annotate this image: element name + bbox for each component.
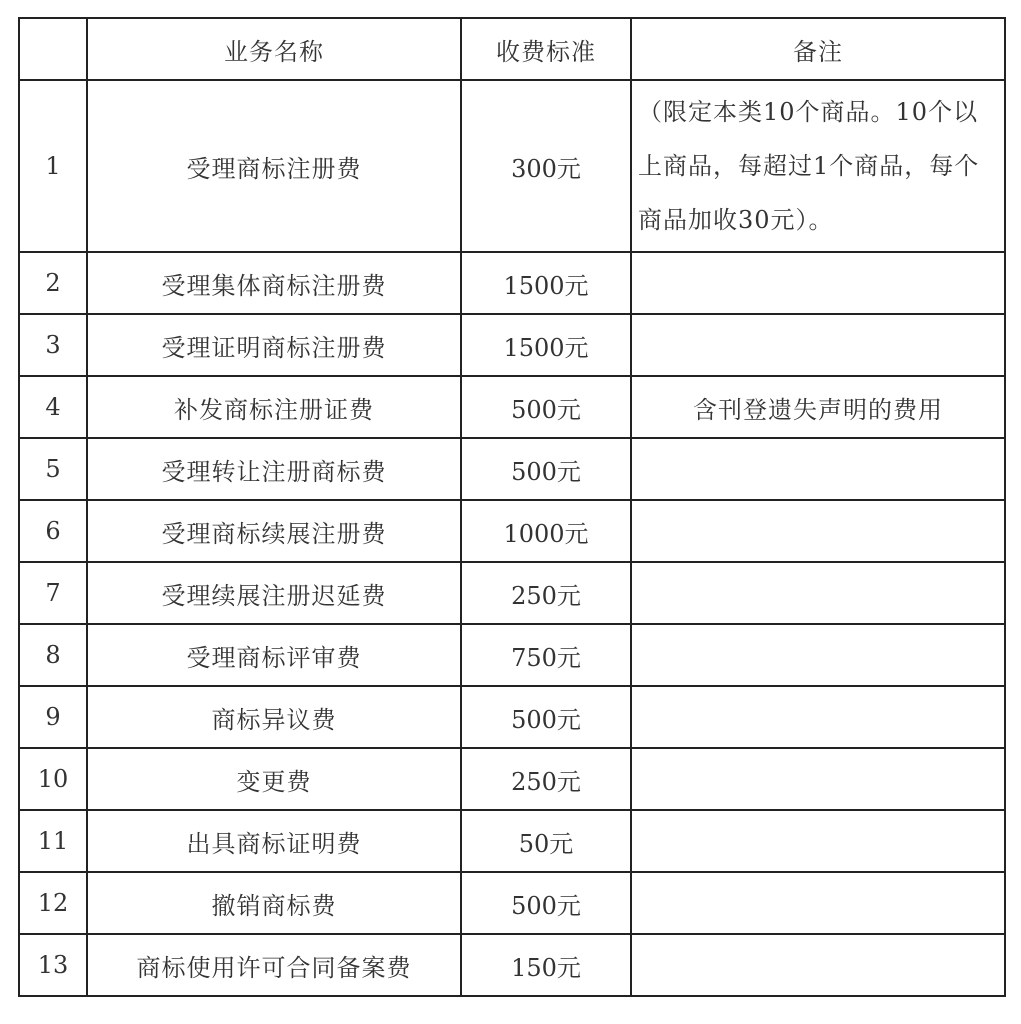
- row-note: [631, 934, 1005, 996]
- table-row: [19, 872, 1005, 934]
- row-note: [631, 252, 1005, 314]
- row-no: 2: [19, 252, 87, 314]
- row-name: 商标使用许可合同备案费: [87, 934, 461, 996]
- row-note: [631, 810, 1005, 872]
- row-fee: 500元: [461, 872, 631, 934]
- table-row: [19, 376, 1005, 438]
- row-name: 变更费: [87, 748, 461, 810]
- table-row: [19, 562, 1005, 624]
- row-fee: 50元: [461, 810, 631, 872]
- row-note: [631, 748, 1005, 810]
- row-fee: 250元: [461, 562, 631, 624]
- row-note: [631, 80, 1005, 252]
- row-fee: 750元: [461, 624, 631, 686]
- header-note: 备注: [631, 18, 1005, 80]
- row-no: 8: [19, 624, 87, 686]
- row-no: 9: [19, 686, 87, 748]
- table-row: [19, 500, 1005, 562]
- row-note: [631, 500, 1005, 562]
- row-note: [631, 314, 1005, 376]
- row-fee: 150元: [461, 934, 631, 996]
- row-fee: 500元: [461, 686, 631, 748]
- table-row: [19, 252, 1005, 314]
- row-note: 含刊登遗失声明的费用: [631, 376, 1005, 438]
- table-row: [19, 438, 1005, 500]
- header-name: 业务名称: [87, 18, 461, 80]
- header-no: [19, 18, 87, 80]
- row-name: 商标异议费: [87, 686, 461, 748]
- row-name: 受理证明商标注册费: [87, 314, 461, 376]
- row-name: 受理集体商标注册费: [87, 252, 461, 314]
- row-no: 7: [19, 562, 87, 624]
- row-note: [631, 624, 1005, 686]
- row-name: 受理商标评审费: [87, 624, 461, 686]
- row-note: [631, 686, 1005, 748]
- header-fee: 收费标准: [461, 18, 631, 80]
- row-name: 出具商标证明费: [87, 810, 461, 872]
- row-fee: 300元: [461, 80, 631, 252]
- table-row: [19, 624, 1005, 686]
- fee-schedule-table: [18, 17, 1006, 997]
- row-no: 11: [19, 810, 87, 872]
- row-no: 12: [19, 872, 87, 934]
- row-note: [631, 872, 1005, 934]
- table-row: [19, 934, 1005, 996]
- table-row: [19, 748, 1005, 810]
- row-no: 6: [19, 500, 87, 562]
- row-note-text: （限定本类10个商品。10个以上商品，每超过1个商品，每个商品加收30元）。: [638, 98, 980, 234]
- row-fee: 1500元: [461, 252, 631, 314]
- row-name: 撤销商标费: [87, 872, 461, 934]
- table-row: [19, 314, 1005, 376]
- row-name: 受理续展注册迟延费: [87, 562, 461, 624]
- row-name: 补发商标注册证费: [87, 376, 461, 438]
- row-name: 受理转让注册商标费: [87, 438, 461, 500]
- row-no: 5: [19, 438, 87, 500]
- row-no: 4: [19, 376, 87, 438]
- row-fee: 500元: [461, 376, 631, 438]
- row-no: 3: [19, 314, 87, 376]
- row-fee: 1500元: [461, 314, 631, 376]
- row-fee: 1000元: [461, 500, 631, 562]
- row-name: 受理商标续展注册费: [87, 500, 461, 562]
- row-note: [631, 562, 1005, 624]
- table-header-row: [19, 18, 1005, 80]
- table-row: [19, 686, 1005, 748]
- row-fee: 500元: [461, 438, 631, 500]
- table-row: [19, 80, 1005, 252]
- row-fee: 250元: [461, 748, 631, 810]
- row-no: 10: [19, 748, 87, 810]
- row-no: 13: [19, 934, 87, 996]
- row-note: [631, 438, 1005, 500]
- row-no: 1: [19, 80, 87, 252]
- table-row: [19, 810, 1005, 872]
- row-name: 受理商标注册费: [87, 80, 461, 252]
